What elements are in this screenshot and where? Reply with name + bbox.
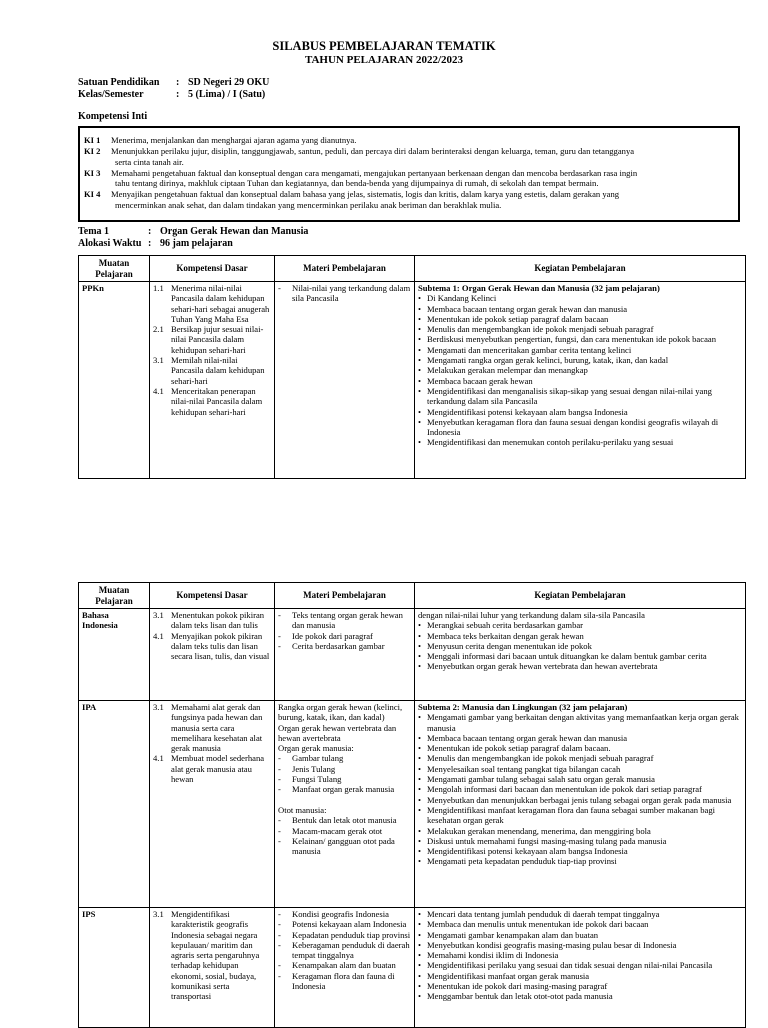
kd-item: [153, 283, 271, 324]
activity-list: [418, 620, 742, 671]
ki-item: [84, 135, 732, 145]
kd-item: [153, 355, 271, 386]
kd-text: Membuat model sederhana alat gerak manusia atau hewan: [171, 753, 265, 785]
materi-cell: [275, 701, 415, 908]
materi-item: [278, 631, 411, 641]
kd-cell: [150, 609, 275, 701]
ki-code: KI 4: [84, 189, 101, 200]
activity-item: • Diskusi untuk memahami fungsi masing-masing tulang pada manusia: [418, 836, 742, 846]
table-header-row: [79, 256, 746, 282]
activity-item: • Mengidentifikasi potensi kekayaan alam bangsa Indonesia: [418, 846, 742, 856]
materi-item: [278, 930, 411, 940]
materi-subheading: Otot manusia:: [278, 804, 327, 815]
kompetensi-inti-box: [78, 126, 740, 222]
ki-item: [84, 146, 732, 167]
ki-item: [84, 189, 732, 210]
kd-item: [153, 324, 271, 355]
tema-value: Organ Gerak Hewan dan Manusia: [160, 226, 309, 237]
materi-cell: [275, 282, 415, 479]
dash-marker: -: [278, 815, 281, 826]
materi-item: [278, 940, 411, 961]
dash-marker: -: [278, 610, 281, 620]
activity-item: • Mengamati gambar yang berkaitan dengan aktivitas yang memanfaatkan kerja organ gerak manusia: [418, 712, 742, 733]
subject-cell: IPS: [79, 908, 150, 1028]
kd-item: [153, 702, 271, 753]
ki-code: KI 2: [84, 146, 101, 157]
activity-item: • Membaca bacaan gerak hewan: [418, 376, 742, 386]
dash-marker: -: [278, 283, 281, 293]
activity-item: • Menyebutkan organ gerak hewan vertebrata dan hewan avertebrata: [418, 661, 742, 671]
materi-text: Kepadatan penduduk tiap provinsi: [292, 929, 411, 940]
activity-item: • Membaca bacaan tentang organ gerak hewan dan manusia: [418, 733, 742, 743]
ki-text: [111, 168, 732, 189]
kd-number: 4.1: [153, 385, 164, 396]
dash-marker: -: [278, 960, 281, 971]
kd-text: Mengidentifikasi karakteristik geografis Indonesia sebagai negara kepulauan/ maritim dan agraris serta pengaruhnya terhadap kehidupan ekonomi, sosial, budaya, komunikasi serta transportasi: [171, 909, 260, 1002]
materi-item: [278, 784, 411, 794]
activity-item: • Melakukan gerakan melempar dan menangkap: [418, 365, 742, 375]
ki-text-line: Menunjukkan perilaku jujur, disiplin, tanggungjawab, santun, peduli, dan percaya diri dalam berinteraksi dengan keluarga, teman, guru dan tetangganya: [111, 146, 635, 157]
activity-item: • Mengamati rangka organ gerak kelinci, burung, katak, ikan, dan kadal: [418, 355, 742, 365]
header-kd: Kompetensi Dasar: [150, 583, 275, 609]
kegiatan-cell: [415, 282, 746, 479]
materi-item: [278, 753, 411, 763]
materi-text: Gambar tulang: [292, 753, 344, 764]
kd-text: Memilah nilai-nilai Pancasila dalam kehidupan sehari-hari: [171, 355, 265, 386]
tema-info: Tema 1 : Organ Gerak Hewan dan Manusia Alokasi Waktu : 96 jam pelajaran: [78, 226, 309, 249]
ki-text-line: Menyajikan pengetahuan faktual dan konseptual dalam bahasa yang jelas, sistematis, logis dan kritis, dalam karya yang estetis, dalam gerakan yang: [111, 189, 620, 200]
activity-list: [418, 293, 742, 447]
activity-item: • Membaca dan menulis untuk menentukan ide pokok dari bacaan: [418, 919, 742, 929]
school-label: Satuan Pendidikan: [78, 77, 160, 88]
ki-text-line: tahu tentang dirinya, makhluk ciptaan Tuhan dan kegiatannya, dan benda-benda yang dijumpainya di rumah, di sekolah dan tempat bermain.: [115, 178, 599, 189]
kd-item: [153, 610, 271, 631]
dash-marker: -: [278, 919, 281, 930]
materi-intro: Organ gerak hewan vertebrata dan hewan avertebrata: [278, 722, 397, 743]
tema-label: Tema 1: [78, 226, 110, 237]
dash-marker: -: [278, 909, 281, 919]
materi-item: [278, 919, 411, 929]
table-header-row: [79, 583, 746, 609]
activity-item: • Mengidentifikasi manfaat organ gerak manusia: [418, 971, 742, 981]
activity-item: • Membaca teks berkaitan dengan gerak hewan: [418, 631, 742, 641]
activity-item: • Mengamati dan menceritakan gambar cerita tentang kelinci: [418, 345, 742, 355]
activity-list: [418, 712, 742, 866]
activity-item: • Mengidentifikasi potensi kekayaan alam bangsa Indonesia: [418, 407, 742, 417]
dash-marker: -: [278, 640, 281, 651]
kd-number: 2.1: [153, 324, 164, 335]
document-title: SILABUS PEMBELAJARAN TEMATIK: [272, 39, 496, 53]
materi-text: Manfaat organ gerak manusia: [292, 784, 395, 795]
materi-item: [278, 909, 411, 919]
activity-item: • Mengidentifikasi perilaku yang sesuai dan tidak sesuai dengan nilai-nilai Pancasila: [418, 960, 742, 970]
header-kegiatan: Kegiatan Pembelajaran: [415, 583, 746, 609]
materi-text: Nilai-nilai yang terkandung dalam sila Pancasila: [292, 283, 411, 304]
materi-text: Jenis Tulang: [292, 763, 336, 774]
dash-marker: -: [278, 929, 281, 940]
dash-marker: -: [278, 939, 281, 950]
kd-cell: [150, 701, 275, 908]
header-materi: Materi Pembelajaran: [275, 583, 415, 609]
materi-item: [278, 971, 411, 992]
kd-number: 4.1: [153, 753, 164, 764]
activity-item: • Membaca bacaan tentang organ gerak hewan dan manusia: [418, 304, 742, 314]
subject-cell: Bahasa Indonesia: [79, 609, 150, 701]
table-row: [79, 609, 746, 701]
activity-item: • Menyebutkan dan menunjukkan berbagai jenis tulang sebagai organ gerak pada manusia: [418, 795, 742, 805]
kd-item: [153, 909, 271, 1002]
kegiatan-cell: [415, 908, 746, 1028]
alokasi-value: 96 jam pelajaran: [160, 238, 233, 249]
activity-item: • Mengamati peta kepadatan penduduk tiap-tiap provinsi: [418, 856, 742, 866]
class-label: Kelas/Semester: [78, 89, 144, 100]
activity-item: • Menentukan ide pokok setiap paragraf dalam bacaan: [418, 314, 742, 324]
kegiatan-cell: [415, 701, 746, 908]
materi-item: [278, 836, 411, 857]
kd-number: 4.1: [153, 630, 164, 641]
materi-intro: Rangka organ gerak hewan (kelinci, burung, katak, ikan, dan kadal): [278, 702, 403, 723]
activity-item: • Mengidentifikasi dan menemukan contoh perilaku-perilaku yang sesuai: [418, 437, 742, 447]
activity-item: • Mengolah informasi dari bacaan dan menentukan ide pokok dari setiap paragraf: [418, 784, 742, 794]
kd-number: 3.1: [153, 909, 164, 919]
materi-text: Kondisi geografis Indonesia: [292, 909, 389, 919]
activity-list: [418, 909, 742, 1002]
ki-text-line: Menerima, menjalankan dan menghargai ajaran agama yang dianutnya.: [111, 135, 357, 145]
subject-cell: IPA: [79, 701, 150, 908]
activity-item: • Menentukan ide pokok setiap paragraf dalam bacaan.: [418, 743, 742, 753]
dash-marker: -: [278, 753, 281, 764]
materi-item: [278, 815, 411, 825]
materi-spacer: [278, 795, 411, 805]
kd-text: Memahami alat gerak dan fungsinya pada hewan dan manusia serta cara memelihara kesehatan alat gerak manusia: [171, 702, 263, 754]
activity-item: • Menggambar bentuk dan letak otot-otot pada manusia: [418, 991, 742, 1001]
kd-text: Bersikap jujur sesuai nilai-nilai Pancasila dalam kehidupan sehari-hari: [171, 324, 264, 355]
ki-text-line: Memahami pengetahuan faktual dan konseptual dengan cara mengamati, mengajukan pertanyaan berkenaan dengan dan mencoba berdasarkan rasa ingin: [111, 167, 638, 178]
dash-marker: -: [278, 784, 281, 795]
kegiatan-cell: [415, 609, 746, 701]
materi-text: Keragaman flora dan fauna di Indonesia: [292, 970, 395, 992]
ki-text: [111, 135, 732, 145]
header-kegiatan: Kegiatan Pembelajaran: [415, 256, 746, 282]
activity-item: • Menulis dan mengembangkan ide pokok menjadi sebuah paragraf: [418, 753, 742, 763]
ki-item: [84, 168, 732, 189]
kd-number: 3.1: [153, 355, 164, 366]
materi-text: Bentuk dan letak otot manusia: [292, 815, 397, 826]
materi-cell: [275, 609, 415, 701]
materi-text: Keberagaman penduduk di daerah tempat tinggalnya: [292, 939, 410, 961]
materi-text: Macam-macam gerak otot: [292, 825, 383, 836]
materi-text: Teks tentang organ gerak hewan dan manusia: [292, 610, 403, 631]
kd-text: Menceritakan penerapan nilai-nilai Pancasila dalam kehidupan sehari-hari: [171, 385, 263, 417]
kd-cell: [150, 282, 275, 479]
activity-item: • Berdiskusi menyebutkan pengertian, fungsi, dan cara menentukan ide pokok bacaan: [418, 334, 742, 344]
materi-item: [278, 764, 411, 774]
materi-item: [278, 610, 411, 631]
kd-cell: [150, 908, 275, 1028]
syllabus-table-1: [78, 255, 746, 479]
activity-item: • Mengidentifikasi manfaat keragaman flora dan fauna sebagai sumber makanan bagi kesehatan organ gerak: [418, 805, 742, 826]
activity-item: • Mengamati gambar tulang sebagai salah satu organ gerak manusia: [418, 774, 742, 784]
activity-item: • Menyelesaikan soal tentang pangkat tiga bilangan cacah: [418, 764, 742, 774]
kd-number: 1.1: [153, 283, 164, 293]
materi-text: Kenampakan alam dan buatan: [292, 960, 396, 971]
subtema-heading: Subtema 1: Organ Gerak Hewan dan Manusia (32 jam pelajaran): [418, 283, 660, 293]
header-muatan: Muatan Pelajaran: [79, 583, 150, 609]
header-materi: Materi Pembelajaran: [275, 256, 415, 282]
materi-item: [278, 826, 411, 836]
activity-item: • Memahami kondisi iklim di Indonesia: [418, 950, 742, 960]
table-row: [79, 908, 746, 1028]
school-value: SD Negeri 29 OKU: [188, 77, 270, 88]
activity-item: • Menyusun cerita dengan menentukan ide pokok: [418, 641, 742, 651]
syllabus-table-2: [78, 582, 746, 1028]
activity-item: • Menyebutkan kondisi geografis masing-masing pulau besar di Indonesia: [418, 940, 742, 950]
materi-text: Ide pokok dari paragraf: [292, 630, 373, 641]
table-row: [79, 701, 746, 908]
kd-item: [153, 386, 271, 417]
activity-item: • Merangkai sebuah cerita berdasarkan gambar: [418, 620, 742, 630]
activity-item: • Mengamati gambar kenampakan alam dan buatan: [418, 930, 742, 940]
kd-number: 3.1: [153, 610, 164, 620]
kd-text: Menyajikan pokok pikiran dalam teks tulis dan lisan secara lisan, tulis, dan visual: [171, 630, 270, 662]
kd-text: Menerima nilai-nilai Pancasila dalam kehidupan sehari-hari sebagai anugerah Tuhan Yang Maha Esa: [171, 283, 270, 324]
subject-cell: PPKn: [79, 282, 150, 479]
activity-item: • Melakukan gerakan menendang, menerima, dan menggiring bola: [418, 826, 742, 836]
header-kd: Kompetensi Dasar: [150, 256, 275, 282]
ki-text: [111, 189, 732, 210]
document-subtitle: TAHUN PELAJARAN 2022/2023: [304, 54, 464, 66]
materi-item: [278, 774, 411, 784]
activity-item: • Menentukan ide pokok dari masing-masing paragraf: [418, 981, 742, 991]
dash-marker: -: [278, 774, 281, 785]
materi-intro: Organ gerak manusia:: [278, 743, 354, 754]
activity-item: • Menyebutkan keragaman flora dan fauna sesuai dengan kondisi geografis wilayah di Indonesia: [418, 417, 742, 438]
kd-number: 3.1: [153, 702, 164, 712]
school-info: Satuan Pendidikan : SD Negeri 29 OKU Kelas/Semester : 5 (Lima) / I (Satu): [78, 77, 270, 100]
materi-text: Kelainan/ gangguan otot pada manusia: [292, 835, 395, 857]
activity-item: • Menggali informasi dari bacaan untuk dituangkan ke dalam bentuk gambar cerita: [418, 651, 742, 661]
subtema-heading: Subtema 2: Manusia dan Lingkungan (32 jam pelajaran): [418, 702, 628, 712]
alokasi-label: Alokasi Waktu: [78, 238, 142, 249]
materi-item: [278, 641, 411, 651]
activity-continuation: dengan nilai-nilai luhur yang terkandung dalam sila-sila Pancasila: [418, 610, 645, 620]
materi-cell: [275, 908, 415, 1028]
dash-marker: -: [278, 630, 281, 641]
ki-text-line: serta cinta tanah air.: [115, 156, 184, 167]
materi-text: Cerita berdasarkan gambar: [292, 640, 385, 651]
class-value: 5 (Lima) / I (Satu): [188, 89, 266, 100]
ki-code: KI 1: [84, 135, 101, 145]
dash-marker: -: [278, 970, 281, 981]
ki-code: KI 3: [84, 167, 101, 178]
activity-item: • Di Kandang Kelinci: [418, 293, 742, 303]
ki-text: [111, 146, 732, 167]
materi-text: Potensi kekayaan alam Indonesia: [292, 919, 407, 930]
activity-item: • Menulis dan mengembangkan ide pokok menjadi sebuah paragraf: [418, 324, 742, 334]
kd-item: [153, 753, 271, 784]
dash-marker: -: [278, 763, 281, 774]
materi-item: [278, 283, 411, 304]
ki-heading: Kompetensi Inti: [78, 111, 148, 122]
dash-marker: -: [278, 825, 281, 836]
materi-text: Fungsi Tulang: [292, 774, 342, 785]
table-row: [79, 282, 746, 479]
activity-item: • Mengidentifikasi dan menganalisis sikap-sikap yang sesuai dengan nilai-nilai yang terkandung dalam sila Pancasila: [418, 386, 742, 407]
kd-text: Menentukan pokok pikiran dalam teks lisan dan tulis: [171, 610, 265, 631]
kd-item: [153, 631, 271, 662]
dash-marker: -: [278, 835, 281, 846]
ki-text-line: mencerminkan anak sehat, dan dalam tindakan yang mencerminkan perilaku anak beriman dan berakhlak mulia.: [115, 199, 502, 210]
activity-item: • Mencari data tentang jumlah penduduk di daerah tempat tinggalnya: [418, 909, 742, 919]
header-muatan: Muatan Pelajaran: [79, 256, 150, 282]
materi-item: [278, 960, 411, 970]
